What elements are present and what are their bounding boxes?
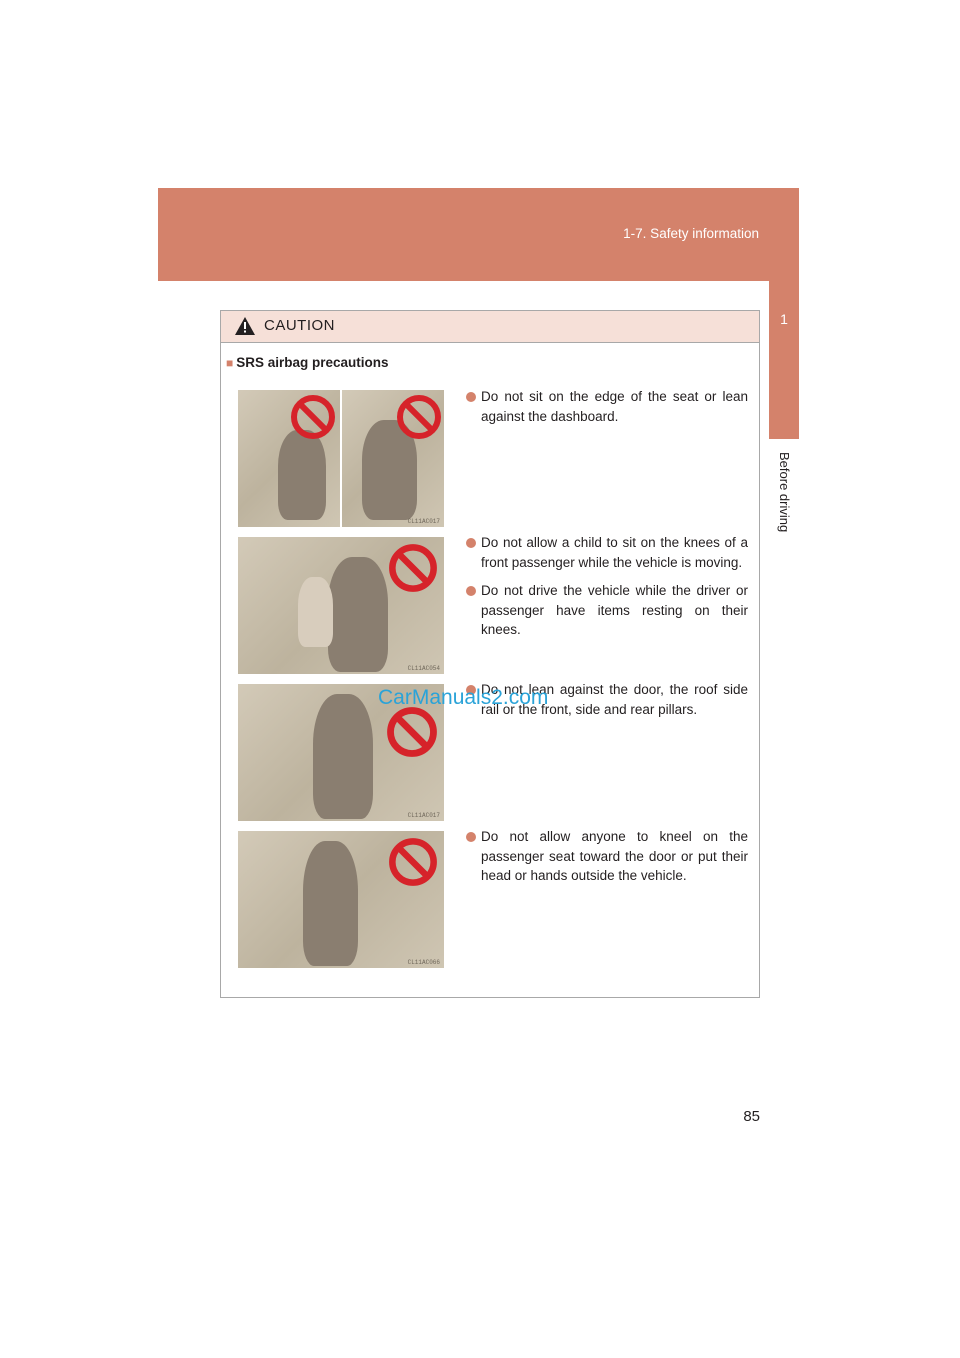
image-code: CL11AC017: [407, 518, 440, 525]
prohibition-icon: [388, 543, 438, 593]
passenger-figure: [303, 841, 358, 966]
bullet-group-1: [466, 387, 748, 435]
list-item: [466, 533, 748, 572]
illustration-edge-of-seat-left: [238, 390, 340, 527]
header-band: [158, 188, 799, 281]
bullet-group-2: [466, 533, 748, 649]
caution-subheading: [226, 355, 389, 370]
bullet-text: Do not drive the vehicle while the driver or passenger have items resting on their knees.: [481, 583, 748, 637]
list-item: [466, 581, 748, 640]
bullet-dot-icon: [466, 392, 476, 402]
passenger-figure: [313, 694, 373, 819]
warning-triangle-icon: [234, 316, 256, 336]
chapter-label: Before driving: [777, 452, 792, 533]
page-number: 85: [743, 1108, 760, 1125]
subheading-text: SRS airbag precautions: [236, 355, 389, 370]
passenger-figure: [328, 557, 388, 672]
image-code: CL11AC066: [407, 959, 440, 966]
illustration-kneel-on-seat: [238, 831, 444, 968]
caution-title: CAUTION: [264, 317, 335, 334]
prohibition-icon: [386, 706, 438, 758]
passenger-figure: [278, 430, 326, 520]
list-item: [466, 387, 748, 426]
list-item: [466, 827, 748, 886]
bullet-dot-icon: [466, 586, 476, 596]
chapter-tab: [769, 281, 799, 439]
illustration-child-on-knees: [238, 537, 444, 674]
image-code: CL11AC054: [407, 665, 440, 672]
child-figure: [298, 577, 333, 647]
illustration-edge-of-seat-right: [342, 390, 444, 527]
bullet-text: Do not sit on the edge of the seat or lean against the dashboard.: [481, 389, 748, 424]
bullet-text: Do not allow anyone to kneel on the passenger seat toward the door or put their head or hands outside the vehicle.: [481, 829, 748, 883]
bullet-dot-icon: [466, 832, 476, 842]
square-bullet-icon: ■: [226, 356, 234, 370]
bullet-dot-icon: [466, 538, 476, 548]
bullet-group-4: [466, 827, 748, 895]
prohibition-icon: [396, 394, 442, 440]
chapter-number: 1: [780, 311, 788, 327]
prohibition-icon: [290, 394, 336, 440]
caution-header: [221, 311, 759, 343]
bullet-text: Do not allow a child to sit on the knees of a front passenger while the vehicle is moving.: [481, 535, 748, 570]
image-code: CL11AC017: [407, 812, 440, 819]
section-title: 1-7. Safety information: [623, 226, 759, 241]
prohibition-icon: [388, 837, 438, 887]
caution-box: [220, 310, 760, 998]
watermark-text: CarManuals2.com: [378, 686, 549, 709]
bullet-text: Do not lean against the door, the roof side rail or the front, side and rear pillars.: [481, 682, 748, 717]
